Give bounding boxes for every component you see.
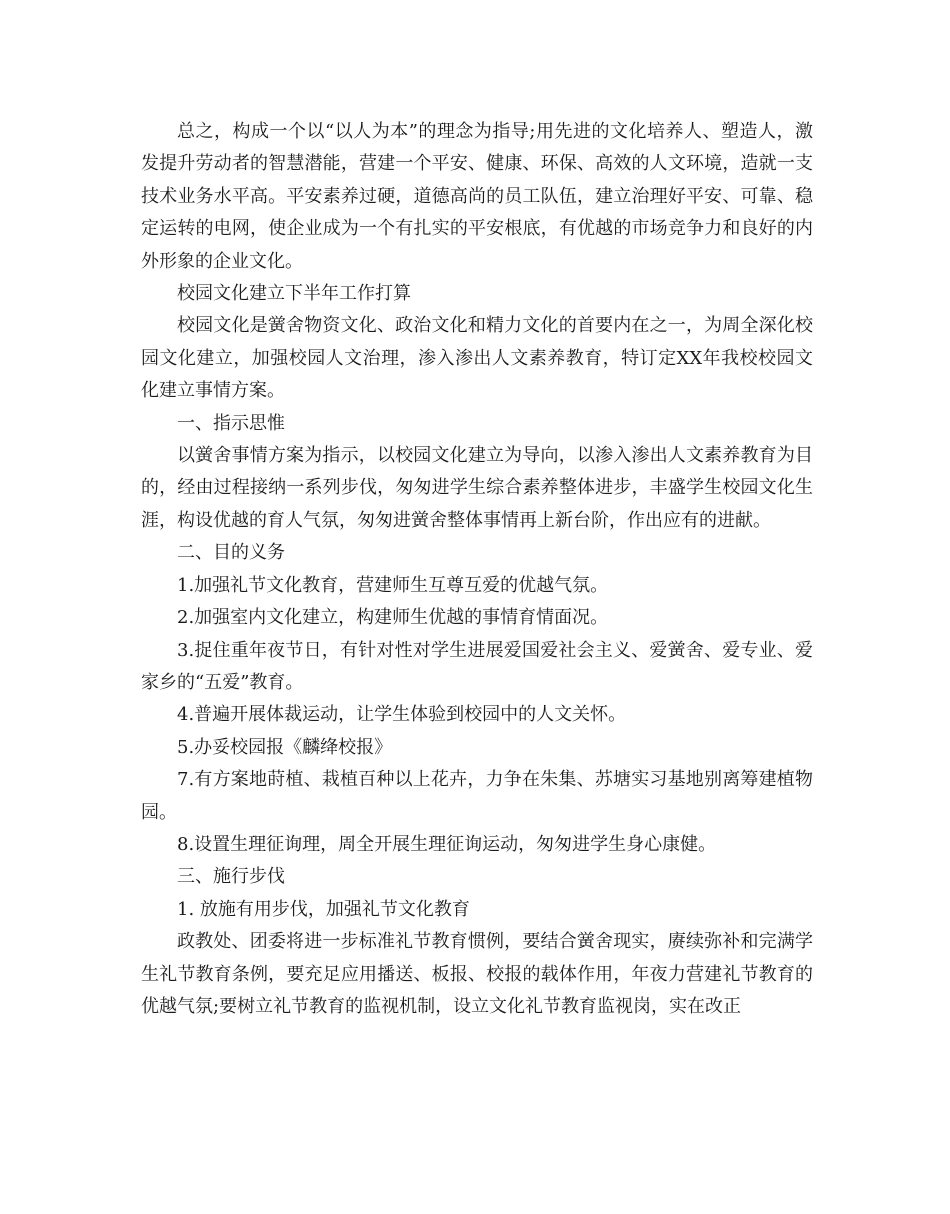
section-heading-implementation: 三、施行步伐	[177, 866, 285, 888]
list-item-goal-4: 4.普遍开展体裁运动，让学生体验到校园中的人文关怀。	[177, 704, 627, 726]
document-title: 校园文化建立下半年工作打算	[177, 283, 411, 305]
paragraph-intro: 校园文化是黉舍物资文化、政治文化和精力文化的首要内在之一，为周全深化校园文化建立，加强校园人文治理，渗入渗出人文素养教育，特订定XX年我校校园文化建立事情方案。	[141, 315, 813, 402]
list-item-goal-7: 7.有方案地莳植、栽植百种以上花卉，力争在朱集、苏塘实习基地别离筹建植物园。	[141, 769, 813, 823]
subheading-etiquette-education: 1. 放施有用步伐，加强礼节文化教育	[177, 898, 470, 920]
paragraph-etiquette-education: 政教处、团委将进一步标准礼节教育惯例，要结合黉舍现实，赓续弥补和完满学生礼节教育条例，要充足应用播送、板报、校报的载体作用，年夜力营建礼节教育的优越气氛;要树立礼节教育的监视机制，设立文化礼节教育监视岗，实在改正	[141, 931, 813, 1017]
list-item-goal-3: 3.捉住重年夜节日，有针对性对学生进展爱国爱社会主义、爱黉舍、爱专业、爱家乡的“五爱”教育。	[141, 639, 813, 693]
section-heading-goals: 二、目的义务	[177, 542, 285, 564]
list-item-goal-2: 2.加强室内文化建立，构建师生优越的事情育情面况。	[177, 607, 609, 629]
document-body	[141, 116, 813, 1023]
list-item-goal-5: 5.办妥校园报《麟绛校报》	[177, 736, 393, 758]
paragraph-guiding-thought: 以黉舍事情方案为指示，以校园文化建立为导向，以渗入渗出人文素养教育为目的，经由过程接纳一系列步伐，匆匆进学生综合素养整体进步，丰盛学生校园文化生涯，构设优越的育人气氛，匆匆进黉舍整体事情再上新台阶，作出应有的进献。	[141, 445, 813, 531]
list-item-goal-1: 1.加强礼节文化教育，营建师生互尊互爱的优越气氛。	[177, 574, 609, 596]
paragraph-summary: 总之，构成一个以“以人为本”的理念为指导;用先进的文化培养人、塑造人，激发提升劳动者的智慧潜能，营建一个平安、健康、环保、高效的人文环境，造就一支技术业务水平高。平安素养过硬，道德高尚的员工队伍，建立治理好平安、可靠、稳定运转的电网，使企业成为一个有扎实的平安根底，有优越的市场竞争力和良好的内外形象的企业文化。	[141, 121, 813, 272]
section-heading-guiding-thought: 一、指示思惟	[177, 412, 285, 434]
list-item-goal-8: 8.设置生理征询理，周全开展生理征询运动，匆匆进学生身心康健。	[177, 833, 717, 855]
